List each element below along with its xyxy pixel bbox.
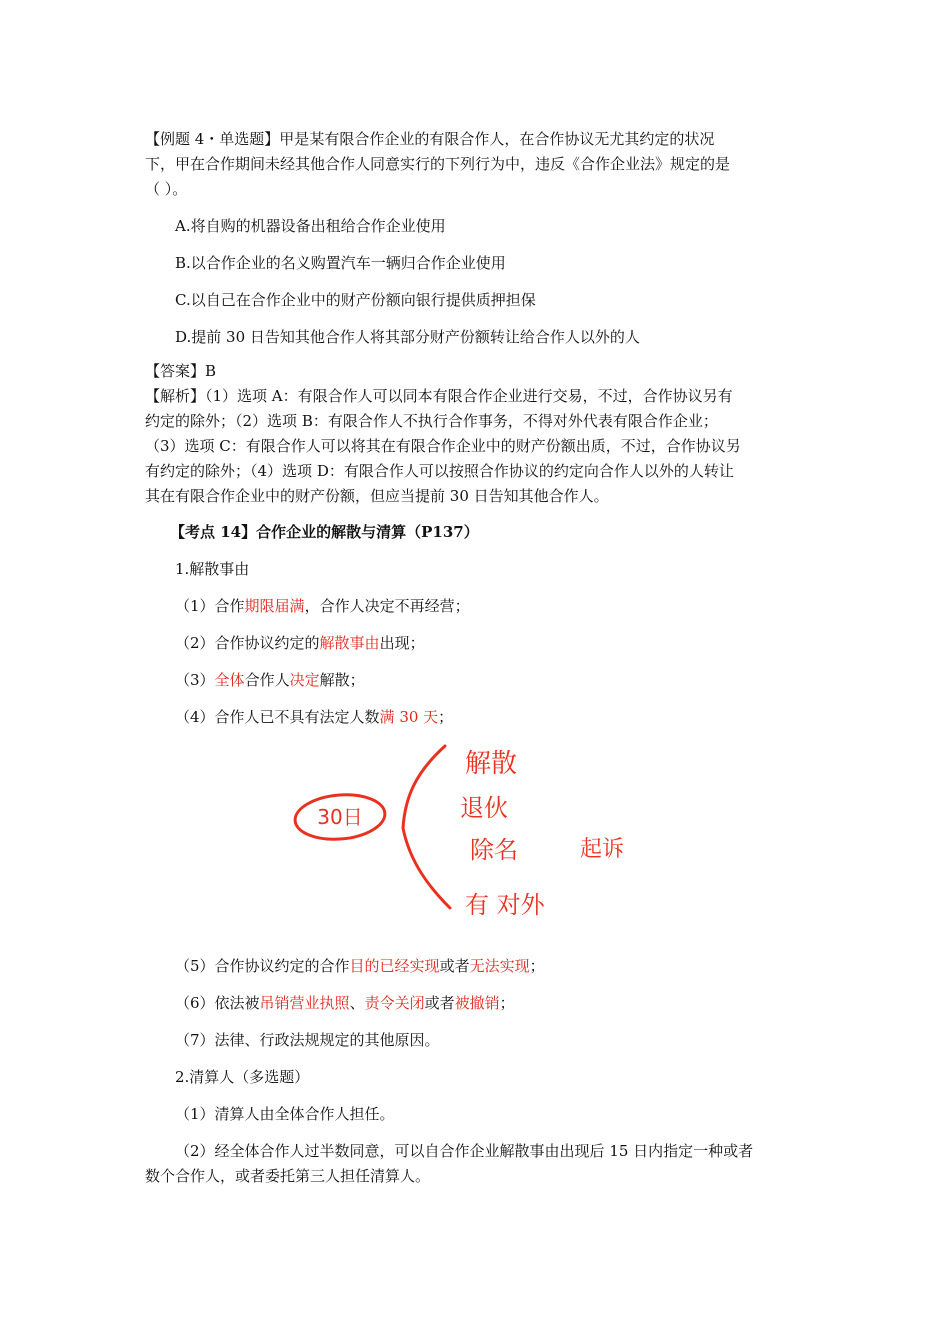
section-2-title: 2.清算人（多选题） bbox=[175, 1068, 310, 1086]
reason-4-highlight: 满 30 天 bbox=[379, 708, 439, 726]
reason-5-c: 或者 bbox=[439, 957, 470, 975]
reason-6 bbox=[175, 992, 840, 1014]
reason-2-highlight: 解散事由 bbox=[319, 634, 380, 652]
reason-1 bbox=[175, 595, 840, 617]
option-c: C.以自己在合作企业中的财产份额向银行提供质押担保 bbox=[175, 291, 536, 309]
reason-7: （7）法律、行政法规规定的其他原因。 bbox=[175, 1031, 440, 1049]
reason-6-highlight-1: 吊销营业执照 bbox=[259, 994, 350, 1012]
reason-2-c: 出现； bbox=[379, 634, 425, 652]
reason-6-g: ； bbox=[499, 994, 515, 1012]
reason-3-a: （3） bbox=[175, 671, 215, 689]
reason-5-a: （5）合作协议约定的合作 bbox=[175, 957, 350, 975]
option-d: D.提前 30 日告知其他合作人将其部分财产份额转让给合作人以外的人 bbox=[175, 328, 640, 346]
example-line-2: 下，甲在合作期间未经其他合作人同意实行的下列行为中，违反《合作企业法》规定的是 bbox=[145, 155, 731, 173]
reason-2 bbox=[175, 632, 840, 654]
analysis-line-4: 有约定的除外；（4）选项 D：有限合作人可以按照合作协议的约定向合作人以外的人转让 bbox=[145, 462, 734, 480]
reason-6-highlight-2: 责令关闭 bbox=[364, 994, 425, 1012]
reason-4 bbox=[175, 706, 840, 728]
circle-30-days bbox=[293, 791, 386, 843]
reason-3-highlight-1: 全体 bbox=[214, 671, 245, 689]
answer: 【答案】B bbox=[145, 362, 217, 380]
option-b: B.以合作企业的名义购置汽车一辆归合作企业使用 bbox=[175, 254, 506, 272]
reason-3 bbox=[175, 669, 840, 691]
circle-text: 30日 bbox=[317, 805, 363, 829]
hw-item-4: 有 对外 bbox=[465, 891, 545, 919]
clearing-2-line-2: 数个合作人，或者委托第三人担任清算人。 bbox=[145, 1167, 431, 1185]
reason-5-highlight-1: 目的已经实现 bbox=[349, 957, 440, 975]
handwritten-annotation bbox=[285, 738, 665, 933]
reason-1-highlight: 期限届满 bbox=[244, 597, 305, 615]
reason-4-a: （4）合作人已不具有法定人数 bbox=[175, 708, 380, 726]
section-1-title: 1.解散事由 bbox=[175, 560, 250, 578]
reason-4-c: ； bbox=[438, 708, 454, 726]
clearing-2-line-1: （2）经全体合作人过半数同意，可以自合作企业解散事由出现后 15 日内指定一种或者 bbox=[175, 1142, 754, 1160]
kaodian-heading: 【考点 14】合作企业的解散与清算（P137） bbox=[170, 523, 479, 541]
hw-item-1: 解散 bbox=[465, 749, 518, 779]
reason-3-highlight-2: 决定 bbox=[289, 671, 320, 689]
option-a: A.将自购的机器设备出租给合作企业使用 bbox=[175, 217, 446, 235]
reason-6-highlight-3: 被撤销 bbox=[454, 994, 500, 1012]
reason-5-e: ； bbox=[529, 957, 545, 975]
brace-mark bbox=[403, 746, 450, 908]
analysis-line-1: 【解析】（1）选项 A：有限合作人可以同本有限合作企业进行交易，不过，合作协议另有 bbox=[145, 387, 733, 405]
reason-3-c: 合作人 bbox=[244, 671, 290, 689]
reason-1-c: ，合作人决定不再经营； bbox=[304, 597, 470, 615]
example-line-1: 【例题 4・单选题】甲是某有限合作企业的有限合作人，在合作协议无尤其约定的状况 bbox=[145, 130, 715, 148]
analysis-line-3: （3）选项 C：有限合作人可以将其在有限合作企业中的财产份额出质，不过，合作协议另 bbox=[145, 437, 741, 455]
reason-5-highlight-2: 无法实现 bbox=[469, 957, 530, 975]
hw-side-note: 起诉 bbox=[580, 837, 625, 862]
reason-3-e: 解散； bbox=[319, 671, 365, 689]
reason-6-c: 、 bbox=[349, 994, 365, 1012]
hw-item-2: 退伙 bbox=[460, 794, 508, 822]
example-line-3: （ ）。 bbox=[145, 180, 188, 198]
clearing-1: （1）清算人由全体合作人担任。 bbox=[175, 1105, 395, 1123]
reason-2-a: （2）合作协议约定的 bbox=[175, 634, 320, 652]
reason-5 bbox=[175, 955, 840, 977]
analysis-line-5: 其在有限合作企业中的财产份额，但应当提前 30 日告知其他合作人。 bbox=[145, 487, 609, 505]
reason-6-e: 或者 bbox=[424, 994, 455, 1012]
reason-1-a: （1）合作 bbox=[175, 597, 245, 615]
reason-6-a: （6）依法被 bbox=[175, 994, 260, 1012]
analysis-line-2: 约定的除外；（2）选项 B：有限合作人不执行合作事务，不得对外代表有限合作企业； bbox=[145, 412, 718, 430]
hw-item-3: 除名 bbox=[470, 836, 518, 864]
